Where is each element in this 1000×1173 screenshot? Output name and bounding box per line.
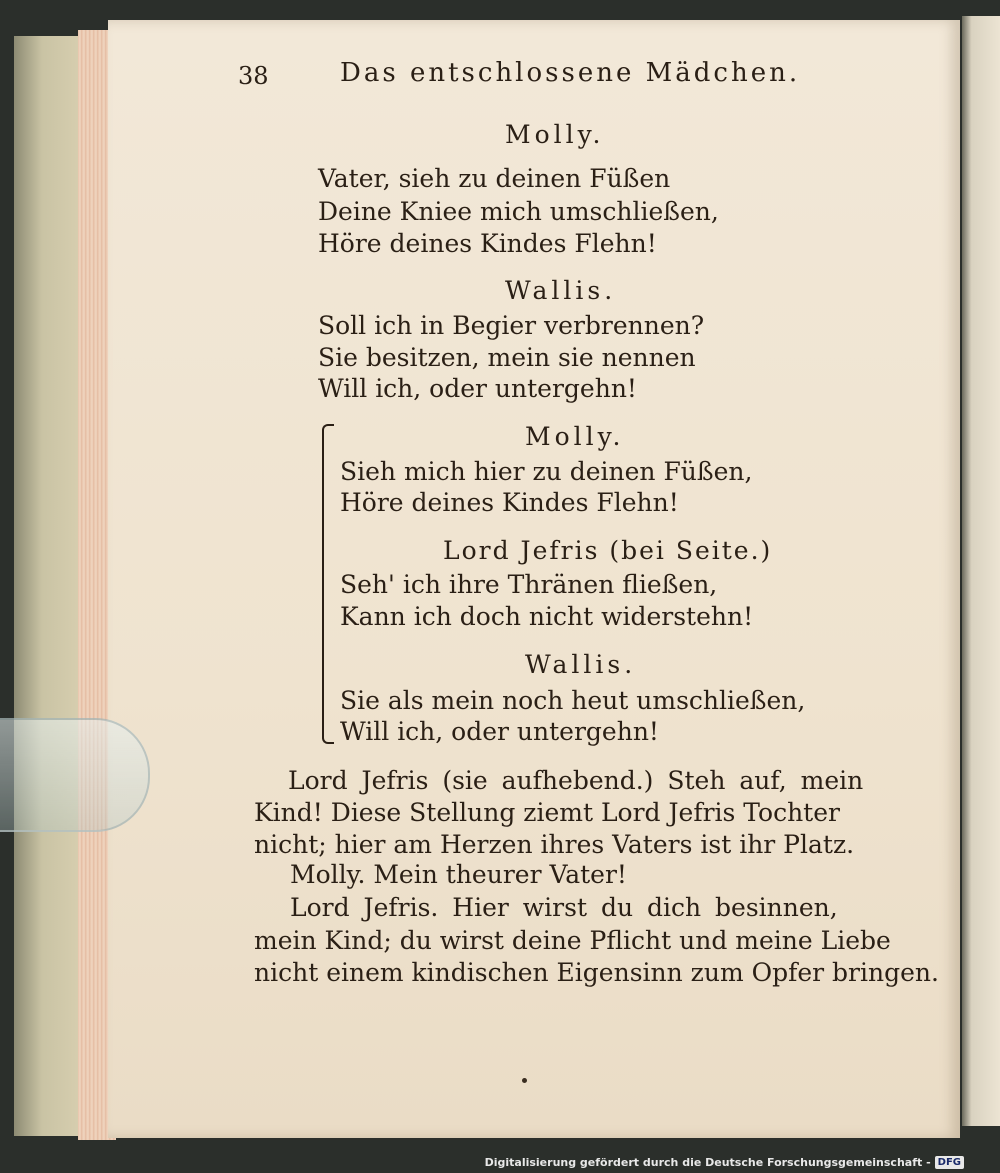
speaker-molly: Molly. xyxy=(525,422,625,451)
verse-line: Kann ich doch nicht widerstehn! xyxy=(340,602,754,631)
verse-line: Höre deines Kindes Flehn! xyxy=(318,229,657,258)
prose-line: Kind! Diese Stellung ziemt Lord Jefris Tochter xyxy=(254,798,840,827)
speaker-lord-jefris: Lord Jefris (bei Seite.) xyxy=(443,536,773,565)
prose-line: Lord Jefris. Hier wirst du dich besinnen, xyxy=(290,893,838,922)
prose-line: Molly. Mein theurer Vater! xyxy=(290,860,627,889)
verse-line: Höre deines Kindes Flehn! xyxy=(340,488,679,517)
verse-line: Seh' ich ihre Thränen fließen, xyxy=(340,570,718,599)
verse-line: Deine Kniee mich umschließen, xyxy=(318,197,719,226)
digitization-footer xyxy=(485,1153,964,1171)
speaker-wallis: Wallis. xyxy=(525,650,637,679)
prose-line: nicht; hier am Herzen ihres Vaters ist ihr Platz. xyxy=(254,830,855,859)
verse-line: Vater, sieh zu deinen Füßen xyxy=(318,164,671,193)
page-clip xyxy=(0,718,150,832)
verse-line: Sie als mein noch heut umschließen, xyxy=(340,686,806,715)
facing-page-edge xyxy=(962,16,1000,1126)
prose-line: nicht einem kindischen Eigensinn zum Opfer bringen. xyxy=(254,958,939,987)
prose-line: Lord Jefris (sie aufhebend.) Steh auf, mein xyxy=(288,766,864,795)
book-edge xyxy=(14,36,84,1136)
printers-mark xyxy=(522,1078,527,1083)
page-number: 38 xyxy=(238,62,269,90)
speaker-wallis: Wallis. xyxy=(505,276,617,305)
dfg-logo: DFG xyxy=(935,1156,964,1169)
speaker-molly: Molly. xyxy=(505,120,605,149)
ensemble-bracket xyxy=(322,424,334,744)
running-title: Das entschlossene Mädchen. xyxy=(340,58,801,88)
verse-line: Sieh mich hier zu deinen Füßen, xyxy=(340,457,753,486)
verse-line: Will ich, oder untergehn! xyxy=(318,374,637,403)
verse-line: Will ich, oder untergehn! xyxy=(340,717,659,746)
prose-line: mein Kind; du wirst deine Pflicht und meine Liebe xyxy=(254,926,891,955)
verse-line: Sie besitzen, mein sie nennen xyxy=(318,343,696,372)
footer-text: Digitalisierung gefördert durch die Deutsche Forschungsgemeinschaft - xyxy=(484,1155,931,1169)
verse-line: Soll ich in Begier verbrennen? xyxy=(318,311,705,340)
